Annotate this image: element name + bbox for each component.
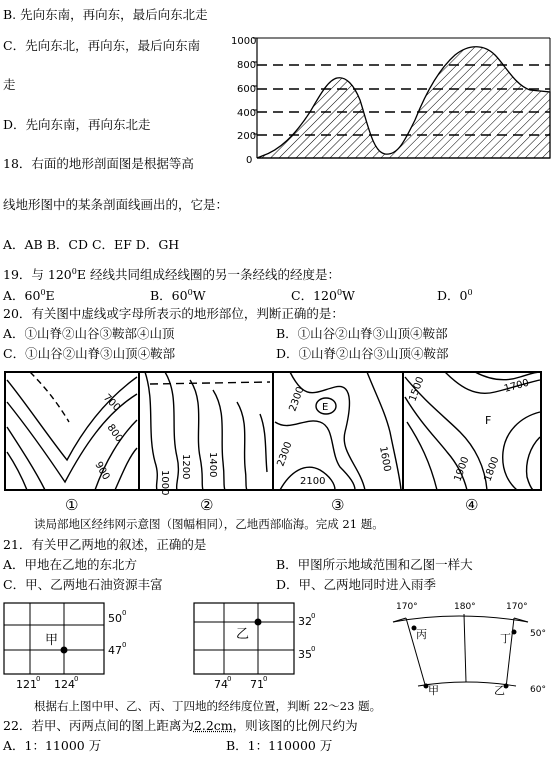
y-tick-label: 200 (237, 131, 257, 142)
q20-option-d: D．①山脊②山谷③山顶④鞍部 (276, 346, 449, 361)
svg-text:1400: 1400 (207, 452, 218, 478)
place-label-jia: 甲 (45, 633, 59, 648)
q18-stem-line2: 线地形图中的某条剖面线画出的，它是： (3, 197, 229, 212)
lon-label: 74 (214, 678, 228, 691)
lon-label: 124 (54, 678, 75, 691)
svg-text:0: 0 (74, 675, 79, 683)
q22-stem: 22．若甲、丙两点间的图上距离为2.2cm，则该图的比例尺约为 (3, 718, 358, 733)
lon-label: 180° (454, 602, 476, 612)
polar-grid-map (388, 598, 548, 702)
point-yi (255, 619, 262, 626)
q22-distance-value: 2.2cm (193, 718, 233, 733)
place-jia: 甲 (428, 684, 439, 697)
lat-label: 50° (530, 629, 546, 639)
q22-option-a: A．1：11000 万 (3, 738, 102, 753)
q18-stem-line1: 18．右面的地形剖面图是根据等高 (3, 156, 194, 171)
svg-text:2100: 2100 (300, 476, 326, 487)
reading-note: 读局部地区经纬网示意图（图幅相同），乙地西部临海。完成 21 题。 (34, 517, 384, 531)
place-ding: 丁 (500, 632, 511, 645)
svg-text:0: 0 (36, 675, 41, 683)
svg-text:1500: 1500 (407, 375, 427, 404)
lat-label: 60° (530, 685, 546, 695)
q17-option-c-line2: 走 (3, 77, 16, 92)
q21-stem: 21．有关甲乙两地的叙述，正确的是 (3, 537, 207, 552)
y-tick-label: 0 (246, 155, 253, 166)
q19-option-a: A．$60^0E$ (3, 288, 55, 304)
svg-text:1700: 1700 (502, 377, 531, 395)
svg-text:1900: 1900 (452, 455, 472, 484)
svg-text:1800: 1800 (482, 455, 502, 484)
q20-stem: 20．有关图中虚线或字母所表示的地形部位，判断正确的是： (3, 306, 344, 321)
q17-option-c-line1: C．先向东北，再向东，最后向东南 (3, 38, 201, 53)
svg-text:0: 0 (122, 609, 127, 617)
svg-text:1600: 1600 (377, 445, 393, 473)
q21-option-c: C．甲、乙两地石油资源丰富 (3, 577, 163, 592)
svg-text:1000: 1000 (159, 470, 170, 496)
svg-text:1200: 1200 (180, 454, 191, 480)
svg-text:0: 0 (263, 675, 268, 683)
terrain-profile-area (257, 47, 550, 158)
q20-option-c: C．①山谷②山脊③山顶④鞍部 (3, 346, 176, 361)
point-ding (512, 630, 517, 635)
q22-option-b: B．1：110000 万 (226, 738, 333, 753)
contour-panels-figure (5, 372, 545, 516)
svg-text:0: 0 (311, 612, 316, 620)
q17-option-d: D．先向东南，再向东北走 (3, 117, 151, 132)
svg-text:0: 0 (122, 641, 127, 649)
letter-e: E (322, 402, 329, 413)
degree-sup: 0 (71, 267, 77, 276)
lon-label: 170° (506, 602, 528, 612)
note-22-23: 根据右上图中甲、乙、丙、丁四地的经纬度位置，判断 22～23 题。 (34, 699, 382, 713)
y-tick-label: 1000 (231, 36, 257, 47)
terrain-profile-chart (220, 30, 552, 165)
point-jia (61, 647, 68, 654)
lat-label: 50 (108, 612, 122, 625)
y-tick-label: 600 (237, 84, 257, 95)
q21-option-b: B．甲图所示地域范围和乙图一样大 (276, 557, 473, 572)
lon-label: 121 (16, 678, 37, 691)
place-label-yi: 乙 (236, 627, 250, 642)
panel-label-2: ② (200, 496, 214, 514)
q18-options: A．AB B．CD C．EF D．GH (3, 237, 180, 252)
lon-label: 170° (396, 602, 418, 612)
svg-text:2300: 2300 (287, 385, 307, 414)
lat-label: 35 (298, 648, 312, 661)
q20-option-b: B．①山谷②山脊③山顶④鞍部 (276, 326, 448, 341)
svg-text:0: 0 (311, 645, 316, 653)
panel-label-1: ① (65, 496, 79, 514)
q19-option-d: D．$0^0$ (437, 288, 473, 304)
panel-label-4: ④ (465, 496, 479, 514)
q21-option-a: A．甲地在乙地的东北方 (3, 557, 138, 572)
place-bing: 丙 (416, 628, 427, 641)
q17-option-b: B. 先向东南，再向东，最后向东北走 (3, 7, 208, 22)
svg-text:2300: 2300 (275, 440, 295, 469)
grid-map-yi (190, 600, 330, 692)
svg-text:700: 700 (100, 392, 123, 414)
y-tick-label: 400 (237, 108, 257, 119)
q19-stem-suffix: E 经线共同组成经线圈的另一条经线的经度是： (76, 267, 340, 283)
lat-label: 47 (108, 644, 122, 657)
lon-label: 71 (250, 678, 264, 691)
svg-text:900: 900 (92, 460, 112, 483)
q20-option-a: A．①山脊②山谷③鞍部④山顶 (3, 326, 175, 341)
letter-f: F (485, 414, 492, 427)
lat-label: 32 (298, 615, 312, 628)
q19-option-b: B．$60^0W$ (150, 288, 206, 304)
q19-stem (3, 264, 340, 283)
svg-text:800: 800 (104, 422, 125, 445)
grid-map-jia (2, 600, 142, 692)
place-yi: 乙 (494, 684, 505, 697)
y-tick-label: 800 (237, 60, 257, 71)
q19-stem-prefix: 19．与 120 (3, 267, 72, 283)
panel-label-3: ③ (331, 496, 345, 514)
q19-option-c: C．$120^0W$ (291, 288, 355, 304)
q21-option-d: D．甲、乙两地同时进入雨季 (276, 577, 437, 592)
svg-text:0: 0 (227, 675, 232, 683)
